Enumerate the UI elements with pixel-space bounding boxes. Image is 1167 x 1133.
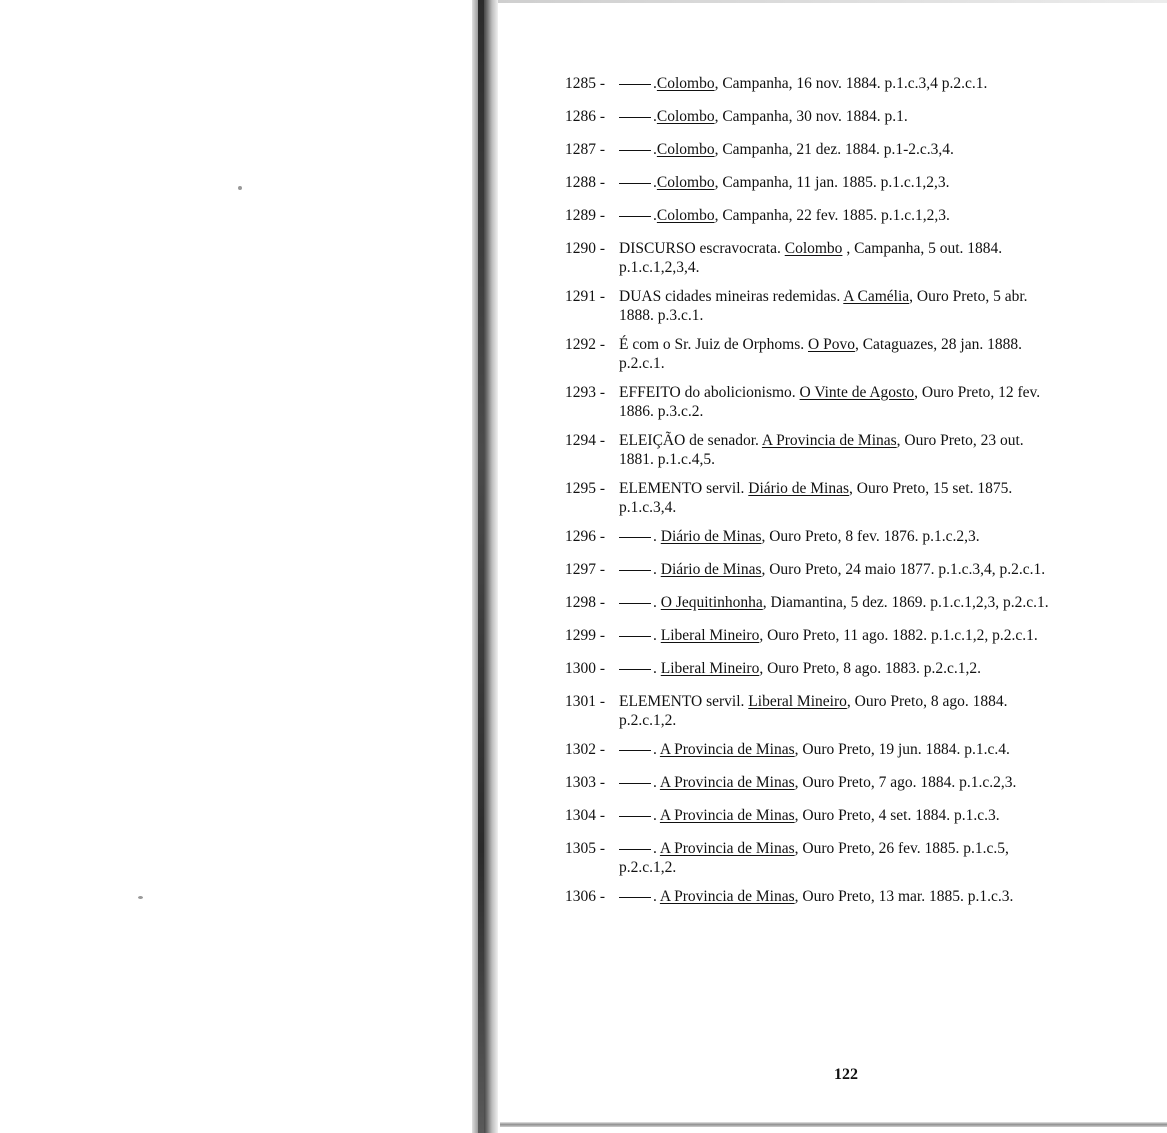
publication-name: Diário de Minas xyxy=(748,480,850,497)
entry-number: 1288 - xyxy=(565,174,606,191)
entry-details: , Cataguazes, 28 jan. 1888. xyxy=(854,336,1022,353)
entry-number: 1285 - xyxy=(565,75,606,92)
entry-details: , Ouro Preto, 23 out. xyxy=(896,432,1024,449)
list-item xyxy=(565,659,1125,678)
entry-details: , Ouro Preto, 8 ago. 1884. xyxy=(846,693,1008,710)
ditto-blank-line xyxy=(619,635,651,637)
entry-text xyxy=(619,560,1125,579)
entry-number: 1286 - xyxy=(565,108,606,125)
publication-name: Diário de Minas xyxy=(660,528,762,545)
entry-separator: . xyxy=(653,660,661,677)
entry-text xyxy=(619,74,1125,93)
entry-details: , Campanha, 22 fev. 1885. p.1.c.1,2,3. xyxy=(714,207,950,224)
publication-name: A Provincia de Minas xyxy=(761,432,897,449)
entry-number: 1298 - xyxy=(565,594,606,611)
entry-text xyxy=(619,806,1125,825)
list-item xyxy=(565,206,1125,225)
entry-number: 1300 - xyxy=(565,660,606,677)
entry-number: 1292 - xyxy=(565,336,606,353)
page-top-edge xyxy=(498,0,1167,3)
entry-separator: . xyxy=(653,528,661,545)
entry-number: 1294 - xyxy=(565,432,606,449)
publication-name: A Provincia de Minas xyxy=(659,840,795,857)
entry-separator: . xyxy=(653,561,661,578)
entry-title: É com o Sr. Juiz de Orphoms. xyxy=(619,336,808,353)
entry-continuation: p.2.c.1,2. xyxy=(619,712,677,729)
publication-name: A Provincia de Minas xyxy=(659,741,795,758)
ditto-blank-line xyxy=(619,782,651,784)
entry-text xyxy=(619,740,1125,759)
publication-name: Colombo xyxy=(656,207,715,224)
entry-title: ELEMENTO servil. xyxy=(619,480,749,497)
scan-speck xyxy=(138,896,143,899)
list-item xyxy=(565,626,1125,645)
entry-text xyxy=(619,887,1125,906)
publication-name: O Povo xyxy=(808,336,855,353)
entry-continuation: 1886. p.3.c.2. xyxy=(619,403,704,420)
publication-name: Colombo xyxy=(656,174,715,191)
entry-details: , Ouro Preto, 4 set. 1884. p.1.c.3. xyxy=(794,807,1000,824)
entry-number: 1301 - xyxy=(565,693,606,710)
entry-separator: . xyxy=(653,627,661,644)
list-item xyxy=(565,740,1125,759)
list-item xyxy=(565,479,1125,517)
entry-number: 1289 - xyxy=(565,207,606,224)
entry-text xyxy=(619,431,1125,469)
ditto-blank-line xyxy=(619,536,651,538)
ditto-blank-line xyxy=(619,602,651,604)
book-gutter xyxy=(472,0,498,1133)
ditto-blank-line xyxy=(619,182,651,184)
entry-details: , Ouro Preto, 11 ago. 1882. p.1.c.1,2, p.2.c.1. xyxy=(759,627,1038,644)
publication-name: Colombo xyxy=(656,108,715,125)
entry-separator: . xyxy=(653,888,660,905)
list-item xyxy=(565,839,1125,877)
ditto-blank-line xyxy=(619,749,651,751)
entry-number: 1290 - xyxy=(565,240,606,257)
ditto-blank-line xyxy=(619,116,651,118)
publication-name: O Vinte de Agosto xyxy=(799,384,915,401)
entry-details: , Campanha, 16 nov. 1884. p.1.c.3,4 p.2.c.1. xyxy=(714,75,988,92)
entry-number: 1297 - xyxy=(565,561,606,578)
entry-number: 1304 - xyxy=(565,807,606,824)
entry-details: , Ouro Preto, 19 jun. 1884. p.1.c.4. xyxy=(794,741,1010,758)
list-item xyxy=(565,431,1125,469)
entry-details: , Ouro Preto, 12 fev. xyxy=(914,384,1041,401)
publication-name: Colombo xyxy=(656,75,715,92)
entry-number: 1296 - xyxy=(565,528,606,545)
entry-number: 1306 - xyxy=(565,888,606,905)
list-item xyxy=(565,560,1125,579)
list-item xyxy=(565,140,1125,159)
publication-name: O Jequitinhonha xyxy=(660,594,763,611)
entry-details: , Ouro Preto, 24 maio 1877. p.1.c.3,4, p.2.c.1. xyxy=(761,561,1046,578)
entry-separator: . xyxy=(653,75,657,92)
list-item xyxy=(565,806,1125,825)
entry-number: 1303 - xyxy=(565,774,606,791)
ditto-blank-line xyxy=(619,149,651,151)
entry-continuation: p.1.c.3,4. xyxy=(619,499,677,516)
entry-separator: . xyxy=(653,741,660,758)
entry-number: 1295 - xyxy=(565,480,606,497)
entry-details: , Diamantina, 5 dez. 1869. p.1.c.1,2,3, p.2.c.1. xyxy=(762,594,1049,611)
entry-title: ELEIÇÃO de senador. xyxy=(619,432,762,449)
entry-text xyxy=(619,140,1125,159)
publication-name: Colombo xyxy=(656,141,715,158)
binding-shadow xyxy=(478,0,484,1133)
entry-separator: . xyxy=(653,141,657,158)
publication-name: Liberal Mineiro xyxy=(748,693,847,710)
publication-name: A Camélia xyxy=(843,288,910,305)
entry-separator: . xyxy=(653,840,660,857)
entry-separator: . xyxy=(653,207,657,224)
entry-details: , Campanha, 11 jan. 1885. p.1.c.1,2,3. xyxy=(714,174,950,191)
entry-text xyxy=(619,239,1125,277)
page-number: 122 xyxy=(834,1066,858,1083)
entry-title: DUAS cidades mineiras redemidas. xyxy=(619,288,844,305)
entry-text xyxy=(619,173,1125,192)
list-item xyxy=(565,692,1125,730)
entry-separator: . xyxy=(653,174,657,191)
entry-text xyxy=(619,107,1125,126)
entry-text xyxy=(619,593,1125,612)
list-item xyxy=(565,287,1125,325)
entry-text xyxy=(619,527,1125,546)
entry-details: , Ouro Preto, 8 ago. 1883. p.2.c.1,2. xyxy=(759,660,982,677)
entry-number: 1302 - xyxy=(565,741,606,758)
entry-continuation: 1888. p.3.c.1. xyxy=(619,307,704,324)
bibliography-list xyxy=(565,74,1125,920)
entry-continuation: 1881. p.1.c.4,5. xyxy=(619,451,716,468)
ditto-blank-line xyxy=(619,569,651,571)
ditto-blank-line xyxy=(619,83,651,85)
entry-text xyxy=(619,383,1125,421)
entry-details: , Ouro Preto, 8 fev. 1876. p.1.c.2,3. xyxy=(761,528,980,545)
list-item xyxy=(565,107,1125,126)
publication-name: Colombo xyxy=(784,240,843,257)
ditto-blank-line xyxy=(619,668,651,670)
list-item xyxy=(565,527,1125,546)
list-item xyxy=(565,383,1125,421)
entry-continuation: p.2.c.1,2. xyxy=(619,859,677,876)
entry-separator: . xyxy=(653,807,660,824)
entry-text xyxy=(619,773,1125,792)
entry-text xyxy=(619,287,1125,325)
page-bottom-edge xyxy=(500,1122,1167,1127)
entry-number: 1287 - xyxy=(565,141,606,158)
entry-continuation: p.2.c.1. xyxy=(619,355,665,372)
entry-separator: . xyxy=(653,774,660,791)
list-item xyxy=(565,74,1125,93)
entry-details: , Ouro Preto, 26 fev. 1885. p.1.c.5, xyxy=(794,840,1009,857)
entry-number: 1305 - xyxy=(565,840,606,857)
list-item xyxy=(565,173,1125,192)
entry-text xyxy=(619,335,1125,373)
entry-details: , Ouro Preto, 13 mar. 1885. p.1.c.3. xyxy=(794,888,1014,905)
entry-number: 1299 - xyxy=(565,627,606,644)
entry-details: , Ouro Preto, 15 set. 1875. xyxy=(849,480,1013,497)
list-item xyxy=(565,593,1125,612)
entry-number: 1293 - xyxy=(565,384,606,401)
scan-speck xyxy=(238,186,242,190)
entry-details: , Campanha, 30 nov. 1884. p.1. xyxy=(714,108,908,125)
list-item xyxy=(565,887,1125,906)
list-item xyxy=(565,239,1125,277)
publication-name: A Provincia de Minas xyxy=(659,774,795,791)
entry-text xyxy=(619,626,1125,645)
publication-name: Liberal Mineiro xyxy=(660,627,760,644)
entry-title: ELEMENTO servil. xyxy=(619,693,749,710)
entry-continuation: p.1.c.1,2,3,4. xyxy=(619,259,700,276)
publication-name: Liberal Mineiro xyxy=(660,660,760,677)
entry-text xyxy=(619,206,1125,225)
publication-name: A Provincia de Minas xyxy=(659,807,795,824)
publication-name: A Provincia de Minas xyxy=(659,888,795,905)
entry-title: DISCURSO escravocrata. xyxy=(619,240,785,257)
entry-details: , Campanha, 5 out. 1884. xyxy=(842,240,1003,257)
entry-title: EFFEITO do abolicionismo. xyxy=(619,384,800,401)
publication-name: Diário de Minas xyxy=(660,561,762,578)
ditto-blank-line xyxy=(619,815,651,817)
entry-details: , Ouro Preto, 7 ago. 1884. p.1.c.2,3. xyxy=(794,774,1017,791)
entry-details: , Campanha, 21 dez. 1884. p.1-2.c.3,4. xyxy=(714,141,954,158)
entry-text xyxy=(619,839,1125,877)
entry-details: , Ouro Preto, 5 abr. xyxy=(909,288,1028,305)
entry-separator: . xyxy=(653,594,661,611)
ditto-blank-line xyxy=(619,896,651,898)
list-item xyxy=(565,335,1125,373)
ditto-blank-line xyxy=(619,848,651,850)
entry-number: 1291 - xyxy=(565,288,606,305)
entry-text xyxy=(619,659,1125,678)
entry-text xyxy=(619,692,1125,730)
entry-text xyxy=(619,479,1125,517)
list-item xyxy=(565,773,1125,792)
ditto-blank-line xyxy=(619,215,651,217)
entry-separator: . xyxy=(653,108,657,125)
